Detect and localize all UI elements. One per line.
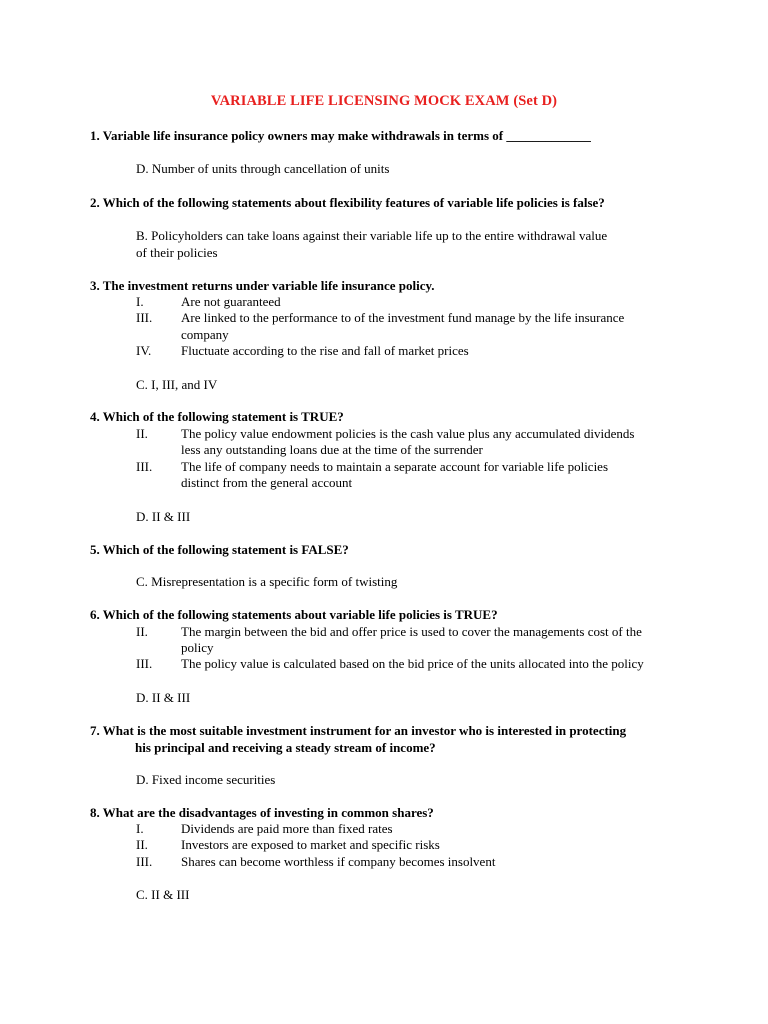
option-numeral: III. bbox=[136, 310, 153, 325]
question-2 bbox=[90, 195, 605, 212]
option-text: Fluctuate according to the rise and fall of market prices bbox=[181, 343, 469, 358]
question-8 bbox=[90, 805, 434, 822]
question-number: 6. bbox=[90, 607, 100, 622]
answer-4: D. II & III bbox=[136, 509, 191, 524]
question-text: Variable life insurance policy owners may make withdrawals in terms of _____________ bbox=[102, 128, 591, 143]
question-text-continued: his principal and receiving a steady stream of income? bbox=[135, 739, 436, 755]
option-numeral: II. bbox=[136, 426, 148, 441]
question-7 bbox=[90, 723, 626, 756]
question-5 bbox=[90, 542, 349, 559]
question-text: Which of the following statement is TRUE? bbox=[102, 409, 344, 424]
answer-3: C. I, III, and IV bbox=[136, 377, 218, 392]
exam-title: VARIABLE LIFE LICENSING MOCK EXAM (Set D) bbox=[210, 93, 558, 109]
option-numeral: II. bbox=[136, 837, 148, 852]
option-text: Investors are exposed to market and specific risks bbox=[181, 837, 440, 852]
question-6 bbox=[90, 607, 498, 624]
question-4 bbox=[90, 409, 344, 426]
question-number: 5. bbox=[90, 542, 100, 557]
question-number: 3. bbox=[90, 278, 100, 293]
question-1 bbox=[90, 128, 591, 145]
answer-2-line-1: B. Policyholders can take loans against their variable life up to the entire withdrawal value bbox=[136, 228, 608, 243]
question-text: What is the most suitable investment instrument for an investor who is interested in protecting bbox=[102, 723, 627, 738]
question-3 bbox=[90, 278, 435, 295]
option-numeral: IV. bbox=[136, 343, 152, 358]
option-text: less any outstanding loans due at the time of the surrender bbox=[181, 442, 483, 457]
option-numeral: III. bbox=[136, 459, 153, 474]
option-text: The policy value is calculated based on the bid price of the units allocated into the policy bbox=[181, 656, 644, 671]
option-text: Dividends are paid more than fixed rates bbox=[181, 821, 393, 836]
option-numeral: III. bbox=[136, 854, 153, 869]
option-text: The life of company needs to maintain a separate account for variable life policies bbox=[181, 459, 609, 474]
question-number: 4. bbox=[90, 409, 100, 424]
option-text: Shares can become worthless if company becomes insolvent bbox=[181, 854, 496, 869]
question-text: Which of the following statements about flexibility features of variable life policies is false? bbox=[102, 195, 605, 210]
option-text: distinct from the general account bbox=[181, 475, 353, 490]
question-number: 1. bbox=[90, 128, 100, 143]
option-text: company bbox=[181, 327, 229, 342]
answer-5: C. Misrepresentation is a specific form of twisting bbox=[136, 574, 398, 589]
question-number: 7. bbox=[90, 723, 100, 738]
option-text: Are linked to the performance to of the investment fund manage by the life insurance bbox=[181, 310, 625, 325]
option-numeral: I. bbox=[136, 821, 144, 836]
answer-8: C. II & III bbox=[136, 887, 190, 902]
option-text: Are not guaranteed bbox=[181, 294, 281, 309]
question-number: 2. bbox=[90, 195, 100, 210]
question-number: 8. bbox=[90, 805, 100, 820]
answer-7: D. Fixed income securities bbox=[136, 772, 276, 787]
answer-1: D. Number of units through cancellation of units bbox=[136, 161, 390, 176]
option-text: The margin between the bid and offer price is used to cover the managements cost of the bbox=[181, 624, 642, 639]
answer-2-line-2: of their policies bbox=[136, 245, 218, 260]
option-numeral: II. bbox=[136, 624, 148, 639]
option-text: policy bbox=[181, 640, 214, 655]
question-text: Which of the following statements about variable life policies is TRUE? bbox=[102, 607, 498, 622]
answer-6: D. II & III bbox=[136, 690, 191, 705]
option-numeral: III. bbox=[136, 656, 153, 671]
question-text: What are the disadvantages of investing in common shares? bbox=[102, 805, 434, 820]
question-text: Which of the following statement is FALSE? bbox=[102, 542, 349, 557]
question-text: The investment returns under variable life insurance policy. bbox=[102, 278, 435, 293]
option-text: The policy value endowment policies is the cash value plus any accumulated dividends bbox=[181, 426, 635, 441]
option-numeral: I. bbox=[136, 294, 144, 309]
